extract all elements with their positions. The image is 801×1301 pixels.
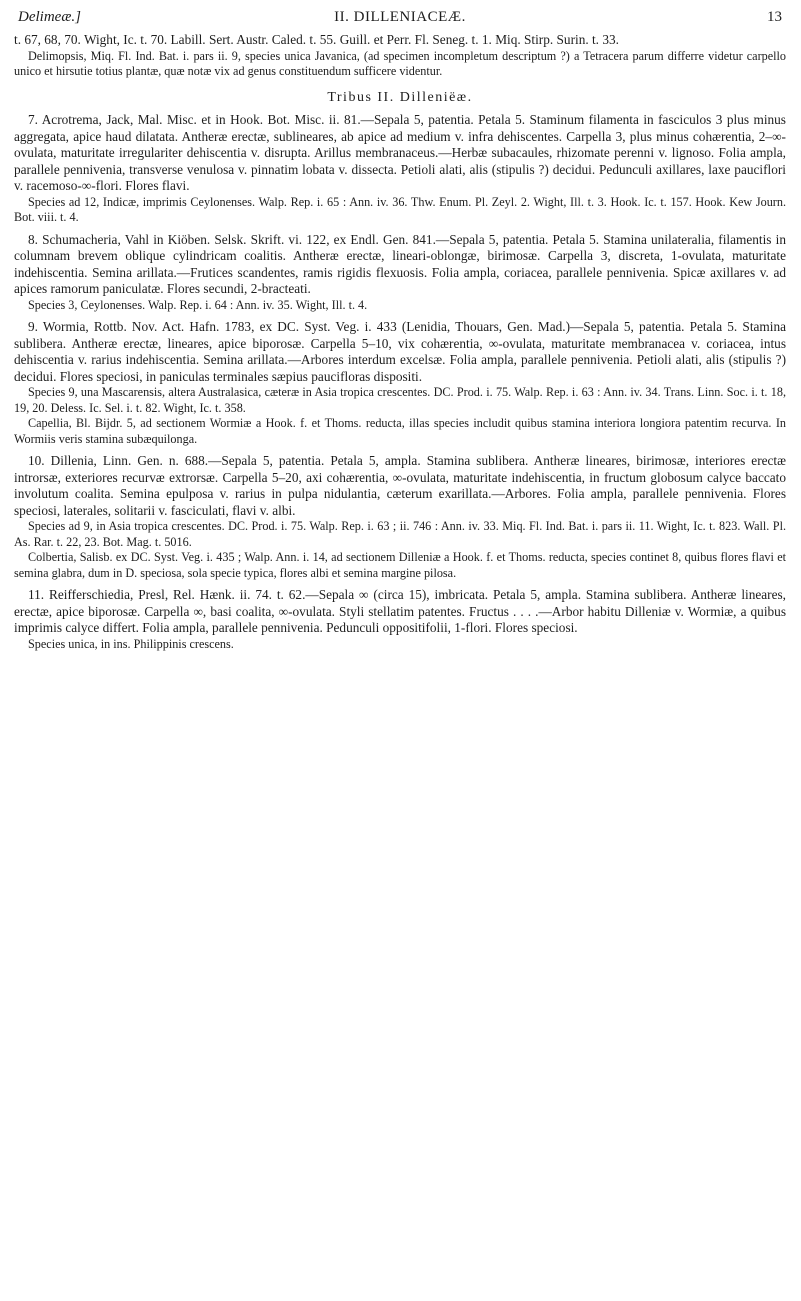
- header-left: Delimeæ.]: [18, 9, 81, 25]
- capellia-note: Capellia, Bl. Bijdr. 5, ad sectionem Wormiæ a Hook. f. et Thoms. reducta, illas species includit quibus stamina interiora longiora patentim recurva. In Wormiis veris stamina subæquilonga.: [14, 416, 786, 446]
- top-refs: t. 67, 68, 70. Wight, Ic. t. 70. Labill. Sert. Austr. Caled. t. 55. Guill. et Perr. Fl. Seneg. t. 1. Miq. Stirp. Surin. t. 33.: [14, 32, 619, 47]
- genus-9: 9. Wormia, Rottb. Nov. Act. Hafn. 1783, ex DC. Syst. Veg. i. 433 (Lenidia, Thouars, Gen. Mad.)—Sepala 5, patentia. Petala 5. Stamina sublibera. Antheræ erectæ, lineares, apice biporosæ. Carpella 5–10, vix cohærentia, ∞-ovulata, maturitate membranacea v. coriacea, intus dehiscentia v. rarius indehiscentia. Semina arillata.—Arbores interdum excelsæ. Folia ampla, parallele pennivenia. Petioli alati, alis (stipulis ?) decidui. Flores speciosi, in paniculas terminales sæpius paucifloras dispositi.: [14, 319, 786, 384]
- species-9: Species 9, una Mascarensis, altera Australasica, cæteræ in Asia tropica crescentes. DC. Prod. i. 75. Walp. Rep. i. 63 : Ann. iv. 34. Trans. Linn. Soc. i. t. 18, 19, 20. Deless. Ic. Sel. i. t. 82. Wight, Ic. t. 358.: [14, 385, 786, 415]
- species-11: Species unica, in ins. Philippinis crescens.: [28, 636, 234, 651]
- species-7: Species ad 12, Indicæ, imprimis Ceylonenses. Walp. Rep. i. 65 : Ann. iv. 36. Thw. Enum. Pl. Zeyl. 2. Wight, Ill. t. 3. Hook. Ic. t. 157. Hook. Kew Journ. Bot. viii. t. 4.: [14, 194, 786, 224]
- page-number: 13: [767, 9, 782, 25]
- running-header: [14, 5, 786, 29]
- genus-11: 11. Reifferschiedia, Presl, Rel. Hænk. ii. 74. t. 62.—Sepala ∞ (circa 15), imbricata. Petala 5, ampla. Stamina sublibera. Antheræ lineares, erectæ, apice biporosæ. Carpella ∞, basi coalita, ∞-ovulata. Styli stellatim patentes. Fructus . . . .—Arbor habitu Dilleniæ v. Wormiæ, a quibus imprimis calyce differt. Folia ampla, parallele pennivenia. Pedunculi oppositifolii, 1-flori. Flores speciosi.: [14, 587, 786, 635]
- book-page: [14, 0, 786, 1301]
- species-8: Species 3, Ceylonenses. Walp. Rep. i. 64 : Ann. iv. 35. Wight, Ill. t. 4.: [28, 297, 368, 312]
- species-10: Species ad 9, in Asia tropica crescentes. DC. Prod. i. 75. Walp. Rep. i. 63 ; ii. 746 : Ann. iv. 33. Miq. Fl. Ind. Bat. i. pars ii. 11. Wight, Ic. t. 823. Wall. Pl. As. Rar. t. 22, 23. Bot. Mag. t. 5016.: [14, 519, 786, 549]
- genus-8: 8. Schumacheria, Vahl in Kiöben. Selsk. Skrift. vi. 122, ex Endl. Gen. 841.—Sepala 5, patentia. Petala 5. Stamina unilateralia, filamentis in columnam brevem oblique cylindricam coalitis. Antheræ erectæ, lineari-oblongæ, birimosæ. Carpella 3, discreta, 1-ovulata, maturitate indehiscentia. Semina arillata.—Frutices scandentes, ramis rigidis flexuosis. Folia ampla, coriacea, parallele pennivenia. Spicæ axillares v. ad apices ramorum paniculatæ. Flores secundi, 2-bracteati.: [14, 231, 786, 296]
- colbertia-note: Colbertia, Salisb. ex DC. Syst. Veg. i. 435 ; Walp. Ann. i. 14, ad sectionem Dilleniæ a Hook. f. et Thoms. reducta, species continet 8, quibus flores flavi et semina glabra, dum in D. speciosa, sola specie typica, flores albi et semina margine pilosa.: [14, 550, 786, 580]
- genus-7: 7. Acrotrema, Jack, Mal. Misc. et in Hook. Bot. Misc. ii. 81.—Sepala 5, patentia. Petala 5. Staminum filamenta in fasciculos 3 plus minus aggregata, apice haud dilatata. Antheræ erectæ, sublineares, ab apice ad medium v. infra dehiscentes. Carpella 3, plus minus cohærentia, 2–∞-ovulata, maturitate irregulariter dehiscentia v. disrupta. Arillus membranaceus.—Herbæ subacaules, rhizomate perenni v. lignoso. Folia ampla, parallele pennivenia, transverse venulosa v. pinnatim lobata v. dissecta. Petioli alati, alis (stipulis ?) decidui. Pedunculi axillares, laxe pauciflori v. racemoso-∞-flori. Flores flavi.: [14, 112, 786, 193]
- delimopsis-note: Delimopsis, Miq. Fl. Ind. Bat. i. pars ii. 9, species unica Javanica, (ad specimen incompletum descriptum ?) a Tetracera parum differre videtur carpello unico et hirsutie totius plantæ, quæ notæ vix ad genus constituendum sufficere videntur.: [14, 48, 786, 78]
- header-title: II. DILLENIACEÆ.: [334, 9, 466, 25]
- genus-10: 10. Dillenia, Linn. Gen. n. 688.—Sepala 5, patentia. Petala 5, ampla. Stamina sublibera. Antheræ lineares, birimosæ, interiores erectæ introrsæ, exteriores recurvæ extrorsæ. Carpella 5–20, axi cohærentia, ∞-ovulata, maturitate indehiscentia, in fructum globosum calyce baccato involutum coalita. Semina epulposa v. rarius in pulpa nidulantia, cæterum exarillata.—Arbores. Folia ampla, parallele pennivenia. Flores speciosi, laterales, solitarii v. fasciculati, flavi v. albi.: [14, 453, 786, 518]
- tribus-heading: Tribus II. Dilleniëæ.: [327, 89, 473, 105]
- page-body: [14, 32, 786, 652]
